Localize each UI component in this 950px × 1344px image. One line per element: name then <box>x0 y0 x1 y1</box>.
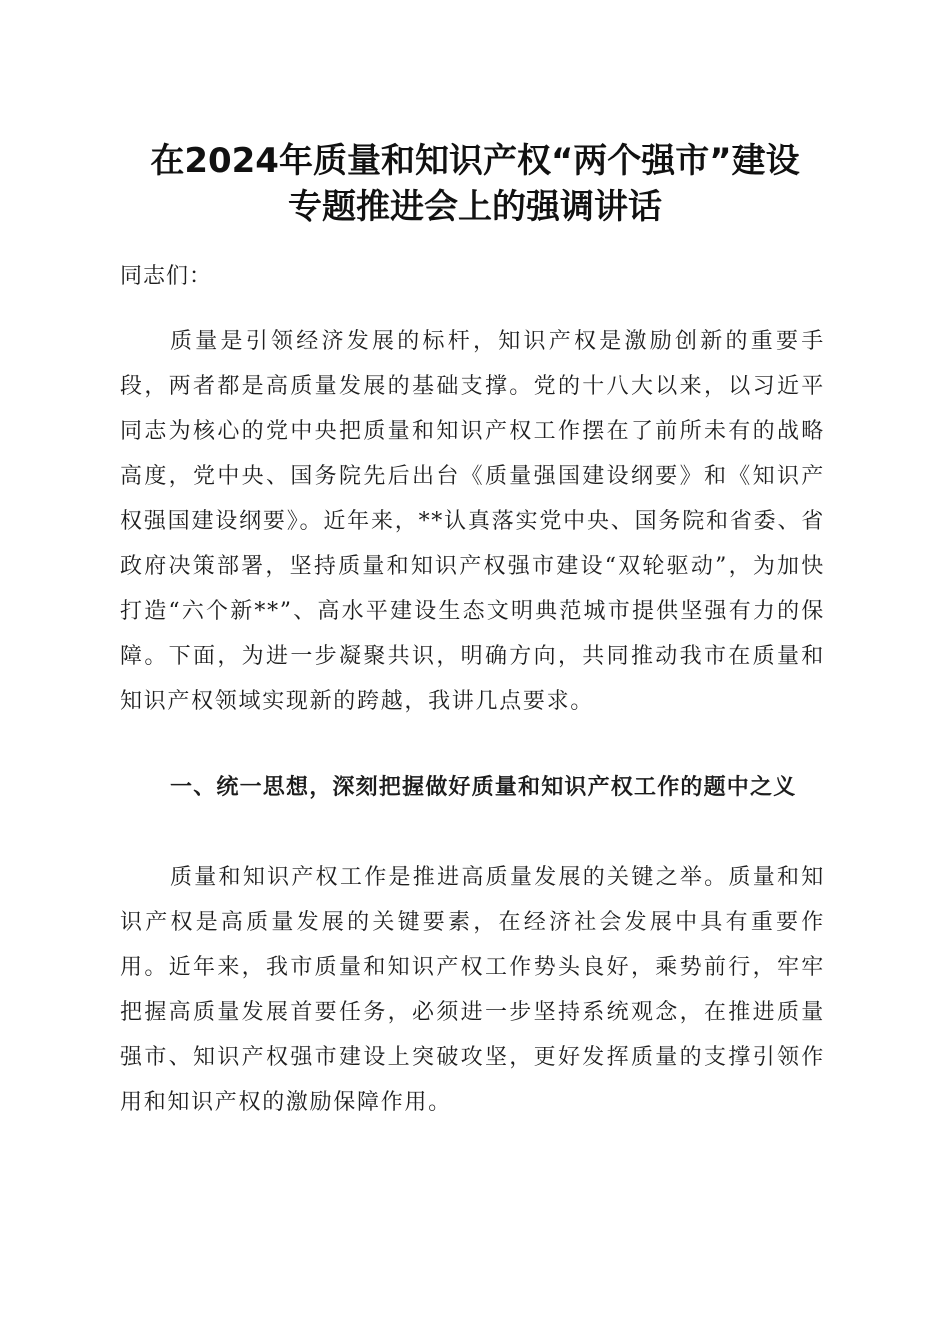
paragraph-section-1: 质量和知识产权工作是推进高质量发展的关键之举。质量和知识产权是高质量发展的关键要素，在经济社会发展中具有重要作用。近年来，我市质量和知识产权工作势头良好，乘势前行，牢牢把握高质量发展首要任务，必须进一步坚持系统观念，在推进质量强市、知识产权强市建设上突破攻坚，更好发挥质量的支撑引领作用和知识产权的激励保障作用。 <box>120 865 825 1115</box>
section-heading-1: 一、统一思想，深刻把握做好质量和知识产权工作的题中之义 <box>170 775 797 800</box>
document-title-line-1: 在2024年质量和知识产权“两个强市”建设 <box>150 141 800 181</box>
paragraph-intro: 质量是引领经济发展的标杆，知识产权是激励创新的重要手段，两者都是高质量发展的基础支撑。党的十八大以来，以习近平同志为核心的党中央把质量和知识产权工作摆在了前所未有的战略高度，党中央、国务院先后出台《质量强国建设纲要》和《知识产权强国建设纲要》。近年来，**认真落实党中央、国务院和省委、省政府决策部署，坚持质量和知识产权强市建设“双轮驱动”，为加快打造“六个新**”、高水平建设生态文明典范城市提供坚强有力的保障。下面，为进一步凝聚共识，明确方向，共同推动我市在质量和知识产权领域实现新的跨越，我讲几点要求。 <box>120 329 825 714</box>
document-title-line-2: 专题推进会上的强调讲话 <box>288 187 662 227</box>
salutation: 同志们： <box>120 264 213 289</box>
